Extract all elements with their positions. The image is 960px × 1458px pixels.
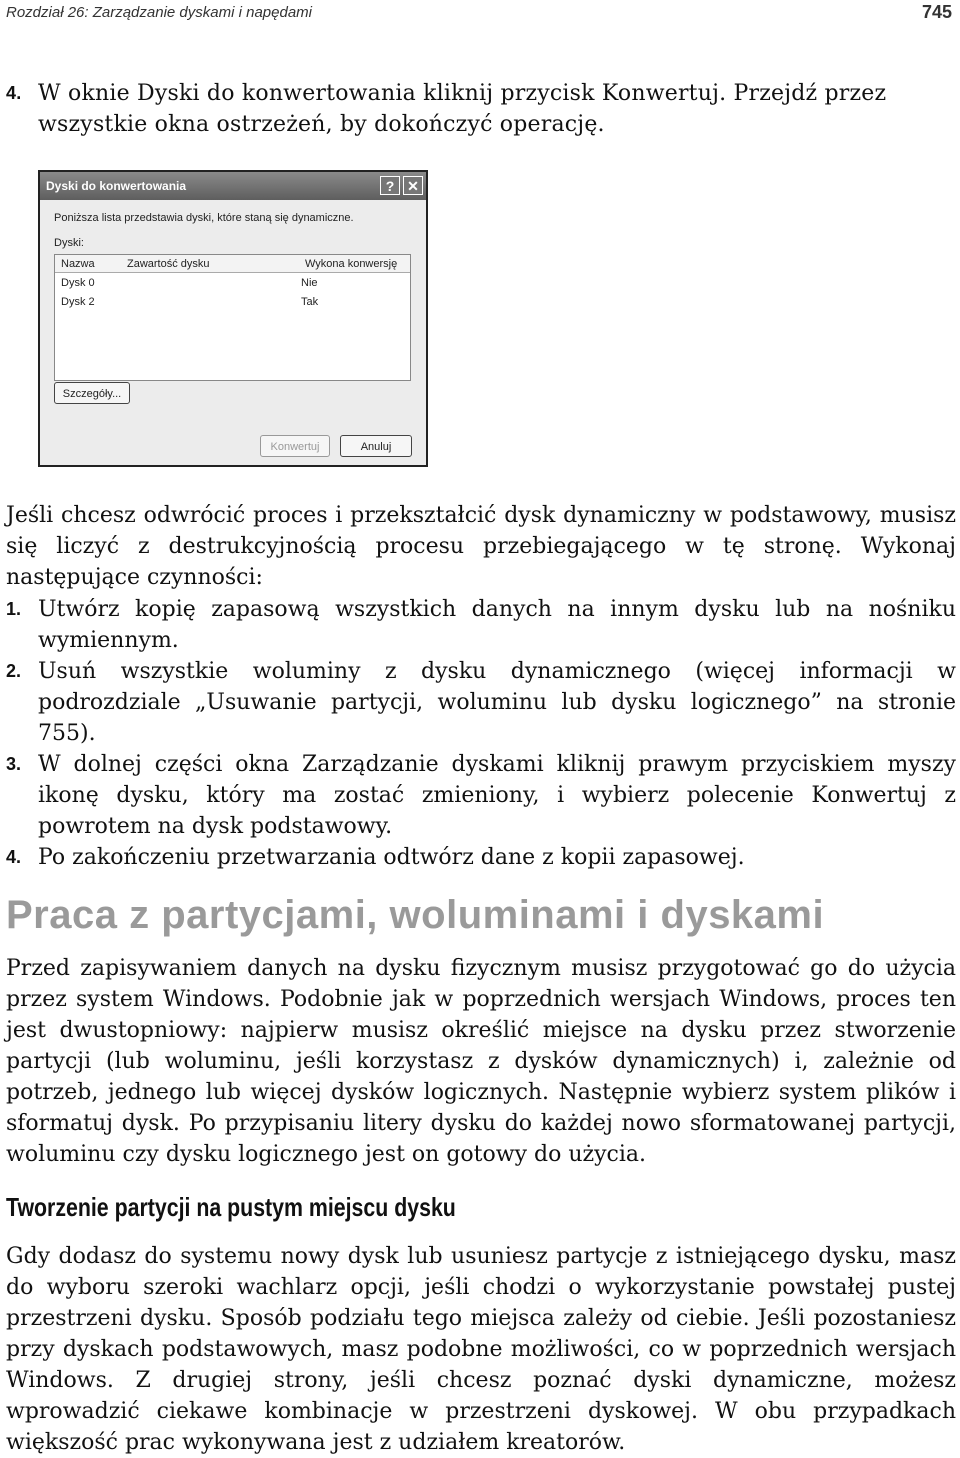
disk-name: Dysk 0 <box>61 277 95 289</box>
step-number: 1. <box>6 599 22 619</box>
dialog-title-bar <box>40 172 426 200</box>
step-item <box>6 78 956 140</box>
list-item <box>6 656 956 749</box>
disk-name: Dysk 2 <box>61 296 95 308</box>
list-header <box>55 255 410 273</box>
step-number: 4. <box>6 83 22 103</box>
step-text: W oknie Dyski do konwertowania kliknij przycisk Konwertuj. Przejdź przez wszystkie okna ostrzeżeń, by dokończyć operację. <box>38 81 887 137</box>
step-text: W dolnej części okna Zarządzanie dyskami kliknij prawym przyciskiem myszy ikonę dysku, który ma zostać zmieniony, i wybierz polecenie Konwertuj z powrotem na dysk podstawowy. <box>38 752 956 839</box>
dialog-title: Dyski do konwertowania <box>46 179 187 193</box>
section-heading: Praca z partycjami, woluminami i dyskami <box>6 893 825 937</box>
list-item <box>6 749 956 842</box>
step-number: 3. <box>6 754 22 774</box>
paragraph: Jeśli chcesz odwrócić proces i przekształcić dysk dynamiczny w podstawowy, musisz się liczyć z destrukcyjnością procesu przebiegającego w tę stronę. Wykonaj następujące czynności: <box>6 503 956 590</box>
disks-list[interactable] <box>54 254 411 381</box>
disk-convert: Tak <box>301 296 319 308</box>
column-header-content[interactable]: Zawartość dysku <box>127 258 210 270</box>
list-item <box>6 842 956 873</box>
step-text: Po zakończeniu przetwarzania odtwórz dane z kopii zapasowej. <box>38 845 745 870</box>
cancel-button[interactable]: Anuluj <box>340 435 412 457</box>
step-text: Usuń wszystkie woluminy z dysku dynamicznego (więcej informacji w podrozdziale „Usuwanie partycji, woluminu lub dysku logicznego” na stronie 755). <box>38 659 956 746</box>
column-header-convert[interactable]: Wykona konwersję <box>305 258 398 270</box>
list-item <box>6 594 956 656</box>
convert-disks-dialog <box>38 170 428 467</box>
running-head <box>6 2 952 28</box>
paragraph: Gdy dodasz do systemu nowy dysk lub usuniesz partycje z istniejącego dysku, masz do wyboru szeroki wachlarz opcji, jeśli chodzi o wykorzystanie powstałej pustej przestrzeni dysku. Sposób podziału tego miejsca zależy od ciebie. Jeśli pozostaniesz przy dyskach podstawowych, masz podobne możliwości, co w poprzednich wersjach Windows. Z drugiej strony, jeśli chcesz poznać dyski dynamiczne, możesz wprowadzić ciekawe kombinacje w przestrzeni dyskowej. W obu przypadkach większość prac wykonywana jest z udziałem kreatorów. <box>6 1244 956 1455</box>
disks-label: Dyski: <box>54 237 84 249</box>
step-number: 4. <box>6 847 22 867</box>
help-icon[interactable]: ? <box>380 176 400 195</box>
dialog-description: Poniższa lista przedstawia dyski, które staną się dynamiczne. <box>54 212 354 224</box>
steps-list <box>6 594 956 873</box>
chapter-title: Rozdział 26: Zarządzanie dyskami i napędami <box>6 4 312 21</box>
close-icon[interactable]: ✕ <box>403 176 423 195</box>
page-number: 745 <box>921 2 952 22</box>
convert-button[interactable]: Konwertuj <box>260 435 330 457</box>
subsection-heading: Tworzenie partycji na pustym miejscu dysku <box>6 1192 456 1222</box>
details-button[interactable]: Szczegóły... <box>54 382 130 404</box>
disk-convert: Nie <box>301 277 318 289</box>
paragraph: Przed zapisywaniem danych na dysku fizycznym musisz przygotować go do użycia przez system Windows. Podobnie jak w poprzednich wersjach Windows, proces ten jest dwustopniowy: najpierw musisz określić miejsce na dysku przez stworzenie partycji (lub woluminu, jeśli korzystasz z dysków dynamicznych) i, zależnie od potrzeb, jednego lub więcej dysków logicznych. Następnie wybierz system plików i sformatuj dysk. Po przypisaniu litery dysku do każdej nowo sformatowanej partycji, woluminu czy dysku logicznego jest on gotowy do użycia. <box>6 956 956 1167</box>
step-number: 2. <box>6 661 22 681</box>
step-text: Utwórz kopię zapasową wszystkich danych na innym dysku lub na nośniku wymiennym. <box>38 597 956 653</box>
column-header-name[interactable]: Nazwa <box>61 258 95 270</box>
